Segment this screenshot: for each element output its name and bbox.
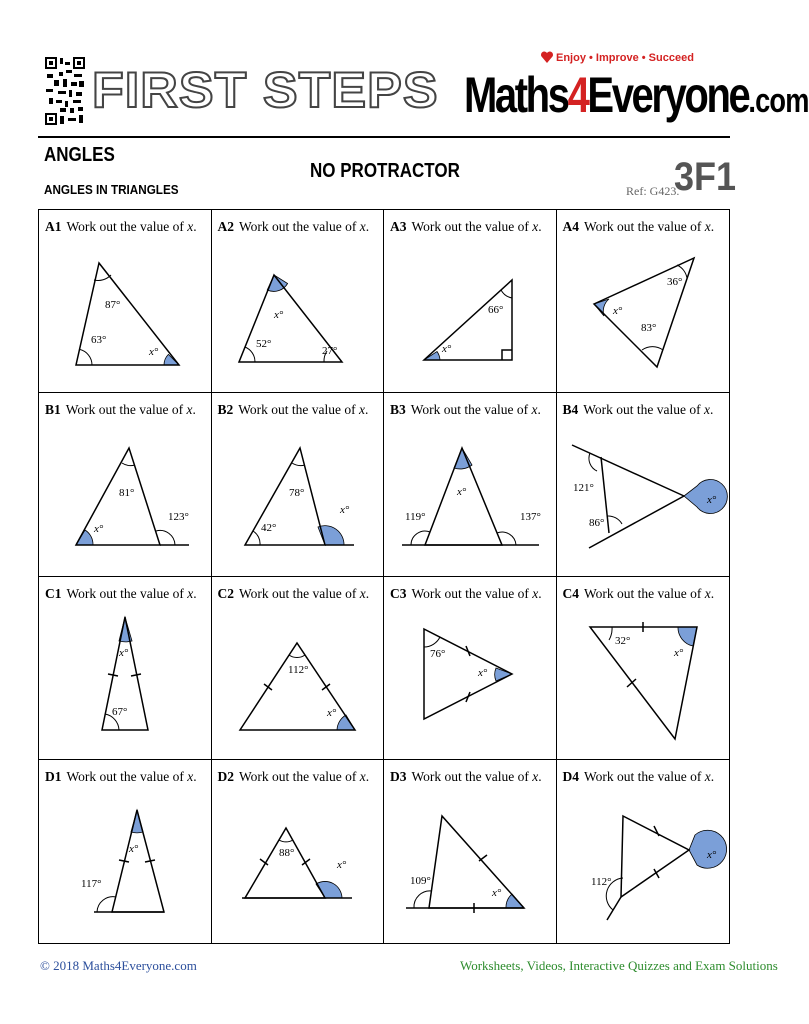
instruction-end: . <box>365 585 370 601</box>
instruction-end: . <box>365 219 370 234</box>
triangle-diagram <box>384 210 557 393</box>
instruction-end: . <box>193 585 197 601</box>
instruction-end: . <box>710 585 715 601</box>
question-number: D3 <box>390 768 407 784</box>
angle-arc <box>80 349 93 365</box>
instruction-text: Work out the value of <box>66 768 188 784</box>
triangle-diagram <box>212 577 385 760</box>
instruction-variable: x <box>704 219 711 234</box>
angle-label: x° <box>326 706 336 719</box>
question-number: B4 <box>562 402 579 418</box>
question-cell <box>212 577 385 760</box>
angle-label: x° <box>478 666 488 679</box>
worksheet-subtitle: ANGLES IN TRIANGLES <box>44 182 179 197</box>
unknown-angle-marker <box>594 299 609 316</box>
angle-arc <box>607 516 622 524</box>
triangle <box>245 448 325 545</box>
instruction-end: . <box>193 219 197 234</box>
instruction-variable: x <box>186 402 193 418</box>
instruction-text: Work out the value of <box>239 768 360 784</box>
equal-tick <box>654 826 659 836</box>
triangle-diagram <box>39 393 212 576</box>
qr-code <box>44 56 86 126</box>
question-number: C2 <box>217 585 234 601</box>
instruction-text: Work out the value of <box>411 219 533 234</box>
protractor-note: NO PROTRACTOR <box>310 160 460 182</box>
heart-icon <box>540 50 554 64</box>
angle-label: x° <box>129 842 139 855</box>
angle-label: 88° <box>278 846 294 859</box>
unknown-angle-marker <box>684 480 727 514</box>
question-number: D1 <box>45 768 62 784</box>
header-divider <box>38 136 730 138</box>
angle-arc <box>609 627 612 640</box>
first-steps-logo: FIRST STEPS <box>92 62 439 118</box>
angle-label: x° <box>673 646 683 659</box>
equal-tick <box>145 860 155 862</box>
angle-label: 121° <box>572 482 594 495</box>
question-cell <box>384 760 557 943</box>
triangle-diagram <box>39 760 212 943</box>
triangle-diagram <box>212 393 385 576</box>
brand-prefix: Maths <box>464 67 568 123</box>
angle-label: 66° <box>488 304 504 316</box>
instruction-variable: x <box>531 402 538 418</box>
brand-suffix: Everyone <box>587 67 749 123</box>
instruction-variable: x <box>532 585 539 601</box>
instruction-variable: x <box>532 768 539 784</box>
instruction-text: Work out the value of <box>584 219 705 234</box>
question-number: D4 <box>562 768 579 784</box>
triangle-diagram <box>557 577 730 760</box>
angle-label: 137° <box>520 511 541 524</box>
question-cell <box>557 210 730 393</box>
angle-label: 83° <box>640 322 656 334</box>
triangle-diagram <box>557 760 730 943</box>
question-cell <box>557 393 730 576</box>
angle-label: 32° <box>614 634 630 647</box>
worksheet-title: ANGLES <box>44 144 115 166</box>
instruction-variable: x <box>704 402 711 418</box>
instruction-variable: x <box>359 768 366 784</box>
instruction-text: Work out the value of <box>411 585 533 601</box>
angle-arc <box>501 290 512 298</box>
angle-arc <box>122 463 135 466</box>
worksheet-code: 3F1 <box>674 155 737 199</box>
instruction-end: . <box>538 768 542 784</box>
instruction-text: Work out the value of <box>411 768 533 784</box>
angle-label: x° <box>149 346 159 358</box>
triangle-diagram <box>557 210 730 393</box>
angle-label: 86° <box>588 517 604 530</box>
instruction-end: . <box>537 402 541 418</box>
angle-label: 87° <box>105 299 121 311</box>
question-number: B3 <box>390 402 406 418</box>
question-cell <box>557 577 730 760</box>
instruction-end: . <box>710 402 714 418</box>
instruction-variable: x <box>187 768 194 784</box>
triangle-diagram <box>212 210 385 393</box>
angle-label: 78° <box>288 487 304 500</box>
question-cell <box>384 393 557 576</box>
angle-label: 63° <box>91 334 107 346</box>
instruction-text: Work out the value of <box>238 402 360 418</box>
instruction-text: Work out the value of <box>66 219 188 234</box>
question-number: A2 <box>217 219 234 234</box>
question-cell <box>384 577 557 760</box>
question-cell <box>39 577 212 760</box>
angle-label: 36° <box>666 276 682 288</box>
triangle-diagram <box>557 393 730 576</box>
instruction-variable: x <box>359 402 366 418</box>
equal-tick <box>119 860 129 862</box>
instruction-variable: x <box>359 219 366 234</box>
instruction-end: . <box>710 768 715 784</box>
question-cell <box>212 210 385 393</box>
angle-arc <box>245 347 255 362</box>
angle-label: 27° <box>321 345 337 357</box>
triangle <box>76 263 179 365</box>
angle-arc <box>289 655 305 658</box>
angle-label: 109° <box>410 874 431 887</box>
instruction-text: Work out the value of <box>583 402 705 418</box>
question-number: C1 <box>45 585 62 601</box>
brand-tagline: Enjoy • Improve • Succeed <box>556 52 694 64</box>
brand-four: 4 <box>567 67 588 123</box>
angle-arc <box>279 840 293 842</box>
angle-label: 112° <box>590 875 611 888</box>
instruction-variable: x <box>532 219 539 234</box>
question-grid <box>38 209 730 944</box>
question-cell <box>557 760 730 943</box>
angle-arc <box>424 637 440 647</box>
angle-label: 119° <box>405 511 426 524</box>
instruction-variable: x <box>187 585 194 601</box>
instruction-text: Work out the value of <box>65 402 187 418</box>
question-cell <box>39 760 212 943</box>
angle-label: x° <box>119 646 129 659</box>
question-cell <box>212 760 385 943</box>
angle-label: x° <box>612 305 622 317</box>
question-cell <box>212 393 385 576</box>
instruction-variable: x <box>704 585 711 601</box>
instruction-end: . <box>192 402 196 418</box>
question-number: B2 <box>217 402 234 418</box>
instruction-text: Work out the value of <box>239 219 360 234</box>
triangle <box>245 828 325 898</box>
angle-label: x° <box>273 309 283 321</box>
equal-tick <box>264 684 272 690</box>
angle-label: 76° <box>430 647 446 660</box>
angle-label: x° <box>442 343 452 355</box>
triangle <box>594 258 694 367</box>
question-number: A1 <box>45 219 62 234</box>
angle-label: 42° <box>260 522 276 535</box>
angle-label: x° <box>336 858 346 871</box>
question-number: A3 <box>390 219 407 234</box>
instruction-end: . <box>538 585 542 601</box>
instruction-end: . <box>193 768 197 784</box>
triangle-diagram <box>212 760 385 943</box>
question-number: B1 <box>45 402 61 418</box>
resources-link[interactable]: Worksheets, Videos, Interactive Quizzes and Exam Solutions <box>460 958 778 973</box>
question-number: C3 <box>390 585 407 601</box>
reference: Ref: G423. <box>626 184 680 198</box>
triangle <box>76 448 160 545</box>
brand-tld: .com <box>748 82 809 120</box>
angle-label: 117° <box>81 877 102 890</box>
equal-tick <box>108 674 118 676</box>
triangle-diagram <box>39 577 212 760</box>
instruction-end: . <box>365 768 370 784</box>
triangle-diagram <box>384 760 557 943</box>
instruction-text: Work out the value of <box>410 402 532 418</box>
extended-line <box>607 897 621 920</box>
instruction-variable: x <box>704 768 711 784</box>
brand-logo <box>464 68 809 128</box>
angle-label: 81° <box>119 487 135 500</box>
instruction-text: Work out the value of <box>584 585 705 601</box>
question-cell <box>39 210 212 393</box>
angle-label: 123° <box>168 511 189 524</box>
triangle <box>429 816 524 908</box>
question-number: C4 <box>562 585 579 601</box>
angle-label: x° <box>706 848 716 861</box>
triangle <box>424 280 512 360</box>
instruction-text: Work out the value of <box>584 768 705 784</box>
triangle <box>240 643 355 730</box>
triangle-diagram <box>384 393 557 576</box>
instruction-text: Work out the value of <box>239 585 360 601</box>
triangle <box>590 627 697 739</box>
angle-label: 52° <box>255 338 271 350</box>
angle-label: x° <box>492 886 502 899</box>
angle-arc <box>642 347 663 350</box>
right-angle-marker <box>502 350 512 360</box>
unknown-angle-marker <box>76 530 93 545</box>
question-number: A4 <box>562 219 579 234</box>
instruction-end: . <box>710 219 715 234</box>
instruction-end: . <box>365 402 369 418</box>
question-cell <box>384 210 557 393</box>
angle-label: x° <box>94 523 104 536</box>
question-number: D2 <box>217 768 234 784</box>
triangle-diagram <box>39 210 212 393</box>
angle-label: x° <box>339 504 349 517</box>
angle-label: 112° <box>287 663 308 676</box>
angle-label: x° <box>706 494 716 507</box>
copyright-link[interactable]: © 2018 Maths4Everyone.com <box>40 958 197 973</box>
question-cell <box>39 393 212 576</box>
instruction-end: . <box>538 219 542 234</box>
angle-arc <box>253 531 260 545</box>
instruction-variable: x <box>187 219 194 234</box>
angle-label: 67° <box>112 705 128 718</box>
equal-tick <box>322 684 330 690</box>
equal-tick <box>131 674 141 676</box>
instruction-text: Work out the value of <box>66 585 188 601</box>
angle-arc <box>292 463 305 466</box>
angle-label: x° <box>457 486 467 499</box>
triangle-diagram <box>384 577 557 760</box>
instruction-variable: x <box>359 585 366 601</box>
